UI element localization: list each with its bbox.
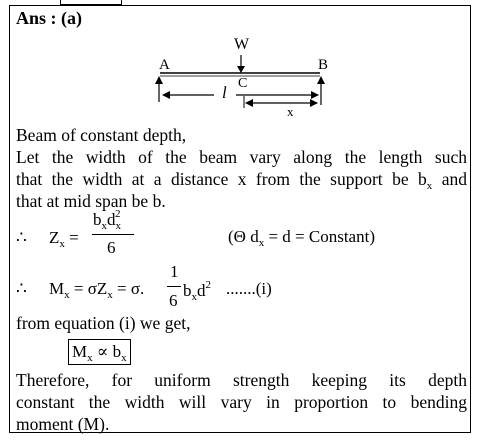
text-line: moment (M). [16, 414, 110, 434]
eq2-tag: .......(i) [226, 279, 272, 298]
distance-label: x [287, 104, 294, 119]
eq1-lhs: $Z_x$ = [49, 228, 79, 250]
eq2-tail: $b_xd^2$ [183, 279, 211, 303]
eq1-prefix: ∴ [16, 228, 27, 247]
text-line: Beam of constant depth, [16, 125, 187, 145]
eq2-frac-den: 6 [169, 291, 178, 310]
support-a-label: A [159, 57, 170, 73]
eq1-denominator: 6 [107, 238, 116, 257]
eq1-fraction-bar [92, 234, 134, 235]
load-arrowhead [237, 66, 245, 73]
load-label: W [234, 36, 250, 53]
support-b-label: B [318, 57, 329, 73]
eq1-note: (Θ $d_x = d$ = Constant) [228, 227, 375, 249]
result-box: $M_x \propto b_x$ [68, 339, 131, 365]
eq2-frac-num: 1 [170, 262, 179, 281]
span-label: l [222, 83, 227, 102]
mid-label: C [238, 76, 248, 91]
eq1-numerator: $b_xd_x^2$ [93, 208, 121, 232]
text-line: constant the width will vary in proportion to bending [16, 392, 467, 412]
eq2-body: $M_x = \sigma Z_x = \sigma$. [49, 279, 145, 301]
beam-diagram [0, 0, 483, 125]
text-line: Let the width of the beam vary along the length such [16, 147, 467, 167]
text-line: Therefore, for uniform strength keeping its depth [16, 370, 467, 390]
text-line: that the width at a distance x from the support be $b_x$ and [16, 169, 467, 192]
from-equation-text: from equation (i) we get, [16, 313, 191, 333]
conclusion-paragraph [16, 369, 467, 435]
text-line: that at mid span be b. [16, 191, 166, 211]
eq2-fraction-bar [167, 286, 181, 287]
eq2-prefix: ∴ [16, 279, 27, 298]
answer-heading: Ans : (a) [16, 8, 82, 28]
intro-paragraph [16, 124, 467, 212]
